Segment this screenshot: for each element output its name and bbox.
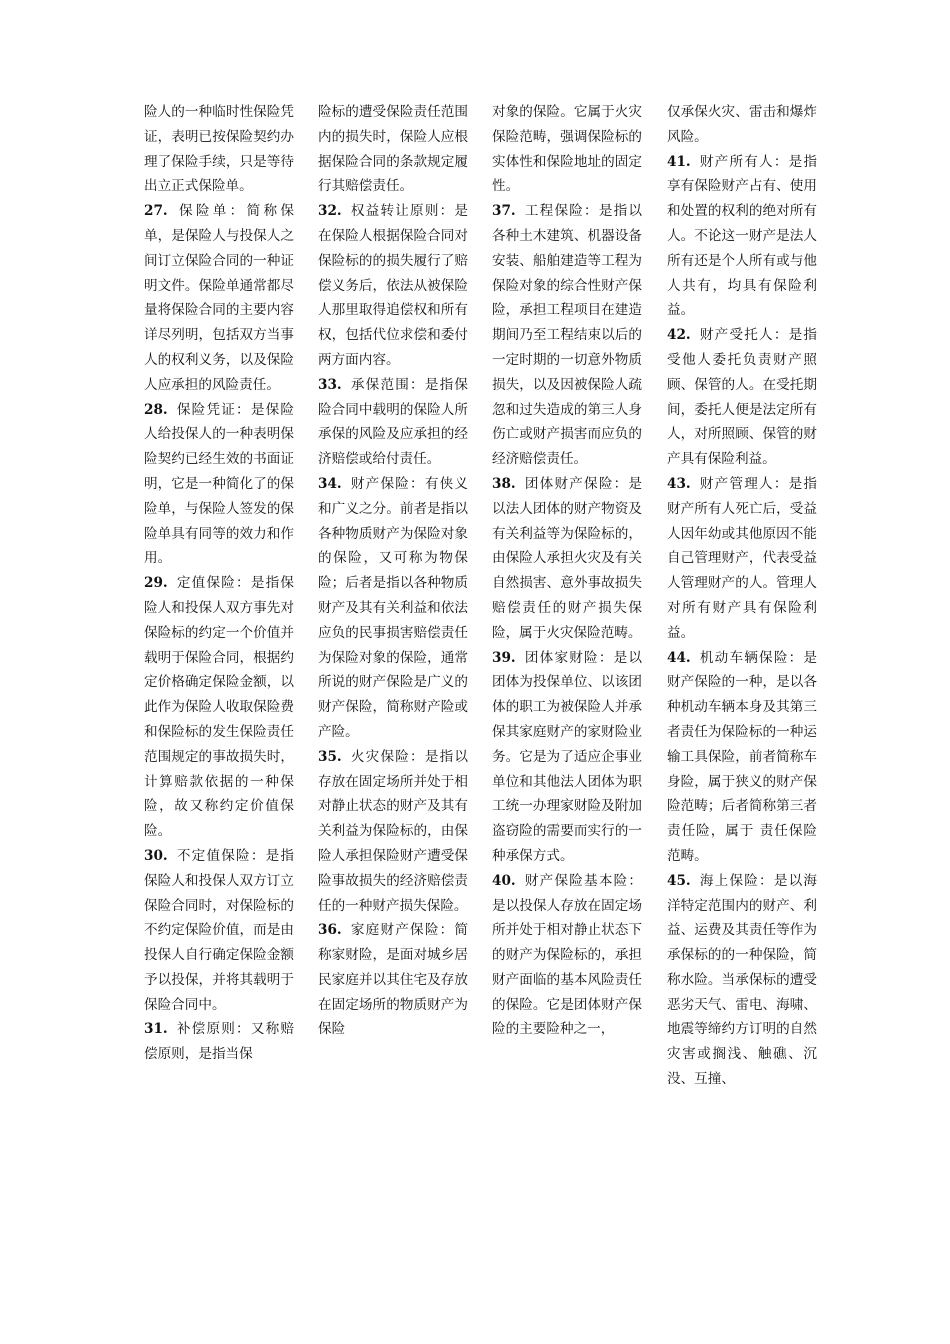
entry-text: 权益转让原则：是在保险人根据保险合同对保险标的的损失履行了赔偿义务后，依法从被保险人那里取得追偿权和所有权，包括代位求偿和委付两方面内容。: [318, 203, 468, 368]
entry-number: 39.: [492, 649, 516, 666]
glossary-entry-continuation: [667, 100, 817, 150]
entry-number: 32.: [318, 203, 342, 220]
glossary-entry: [667, 869, 817, 1092]
entry-text: 保险凭证：是保险人给投保人的一种表明保险契约已经生效的书面证明，它是一种简化了的保险单，与保险人签发的保险单具有同等的效力和作用。: [144, 401, 294, 567]
glossary-entry: [318, 373, 468, 472]
entry-number: 28.: [144, 401, 168, 418]
text-column-2: [318, 100, 468, 1042]
glossary-entry: [144, 398, 294, 572]
entry-text: 财产保险基本险：是以投保人存放在固定场所并处于相对静止状态下的财产为保险标的，承担财产面临的基本风险责任的保险。它是团体财产保险的主要险种之一，: [492, 872, 642, 1038]
glossary-entry: [318, 918, 468, 1042]
entry-text: 机动车辆保险：是财产保险的一种，是以各种机动车辆本身及其第三者责任为保险标的一种运输工具保险，前者简称车身险，属于狭义的财产保险范畴；后者简称第三者责任险，属于 责任保险范畴。: [667, 649, 817, 864]
entry-text: 财产管理人：是指财产所有人死亡后，受益人因年幼或其他原因不能自己管理财产，代表受益人管理财产的人。管理人对所有财产具有保险利益。: [667, 475, 817, 641]
entry-text: 火灾保险：是指以存放在固定场所并处于相对静止状态的财产及其有关利益为保险标的，由保险人承担保险财产遭受保险事故损失的经济赔偿责任的一种财产损失保险。: [318, 748, 468, 914]
entry-text: 财产所有人：是指享有保险财产占有、使用和处置的权利的绝对所有人。不论这一财产是法人所有还是个人所有或与他人共有，均具有保险利益。: [667, 153, 817, 319]
glossary-entry-continuation: [144, 100, 294, 199]
entry-text: 海上保险：是以海洋特定范围内的财产、利益、运费及其责任等作为承保标的的一种保险，简称水险。当承保标的遭受恶劣天气、雷电、海啸、地震等缔约方订明的自然灾害或搁浅、触礁、沉没、互撞、: [667, 872, 817, 1088]
entry-text: 不定值保险：是指保险人和投保人双方订立保险合同时，对保险标的不约定保险价值，而是由投保人自行确定保险金额予以投保，并将其载明于保险合同中。: [144, 847, 294, 1013]
entry-text: 保险单：简称保单，是保险人与投保人之间订立保险合同的一种证明文件。保险单通常都尽量将保险合同的主要内容详尽列明，包括双方当事人的权利义务，以及保险人应承担的风险责任。: [144, 203, 294, 393]
entry-number: 40.: [492, 872, 516, 889]
text-column-3: [492, 100, 642, 1042]
glossary-entry: [318, 199, 468, 373]
glossary-entry: [492, 869, 642, 1043]
entry-number: 42.: [667, 327, 691, 344]
glossary-entry-continuation: [318, 100, 468, 199]
entry-text: 家庭财产保险：简称家财险，是面对城乡居民家庭并以其住宅及存放在固定场所的物质财产为保险: [318, 922, 468, 1038]
entry-text: 财产受托人：是指受他人委托负责财产照顾、保管的人。在受托期间，委托人便是法定所有人，对所照顾、保管的财产具有保险利益。: [667, 327, 817, 468]
entry-text: 对象的保险。它属于火灾保险范畴，强调保险标的实体性和保险地址的固定性。: [492, 104, 642, 195]
text-column-4: [667, 100, 817, 1092]
entry-number: 31.: [144, 1021, 168, 1038]
glossary-entry: [144, 199, 294, 397]
entry-text: 险人的一种临时性保险凭证，表明已按保险契约办理了保险手续，只是等待出立正式保险单。: [144, 104, 294, 195]
entry-text: 承保范围：是指保险合同中载明的保险人所承保的风险及应承担的经济赔偿或给付责任。: [318, 376, 468, 468]
entry-number: 35.: [318, 748, 342, 765]
entry-text: 补偿原则：又称赔偿原则，是指当保: [144, 1021, 294, 1063]
glossary-entry: [318, 472, 468, 745]
entry-number: 34.: [318, 475, 342, 492]
glossary-entry: [492, 199, 642, 472]
glossary-entry: [144, 1017, 294, 1067]
entry-number: 38.: [492, 475, 516, 492]
glossary-entry: [492, 472, 642, 646]
text-column-1: [144, 100, 294, 1067]
glossary-entry: [667, 323, 817, 472]
entry-text: 仅承保火灾、雷击和爆炸风险。: [667, 104, 817, 145]
glossary-entry: [318, 745, 468, 919]
glossary-entry: [667, 472, 817, 646]
entry-number: 27.: [144, 203, 168, 220]
entry-text: 财产保险：有侠义和广义之分。前者是指以各种物质财产为保险对象的保险，又可称为物保险；后者是指以各种物质财产及其有关利益和依法应负的民事损害赔偿责任为保险对象的保险，通常所说的财产保险是广义的财产保险，简称财产险或产险。: [318, 475, 468, 740]
entry-number: 43.: [667, 475, 691, 492]
entry-text: 险标的遭受保险责任范围内的损失时，保险人应根据保险合同的条款规定履行其赔偿责任。: [318, 104, 468, 195]
entry-number: 37.: [492, 203, 516, 220]
entry-number: 44.: [667, 649, 691, 666]
glossary-entry: [144, 844, 294, 1018]
glossary-entry: [667, 646, 817, 869]
entry-number: 33.: [318, 376, 342, 393]
glossary-entry: [144, 571, 294, 844]
entry-number: 45.: [667, 872, 691, 889]
entry-number: 30.: [144, 847, 168, 864]
glossary-entry: [667, 150, 817, 324]
glossary-entry: [492, 646, 642, 869]
entry-text: 工程保险：是指以各种土木建筑、机器设备安装、船舶建造等工程为保险对象的综合性财产保险，承担工程项目在建造期间乃至工程结束以后的一定时期的一切意外物质损失，以及因被保险人疏忽和过失造成的第三人身伤亡或财产损害而应负的经济赔偿责任。: [492, 203, 642, 468]
entry-number: 41.: [667, 153, 691, 170]
entry-text: 团体家财险：是以团体为投保单位、以该团体的职工为被保险人并承保其家庭财产的家财险业务。它是为了适应企事业单位和其他法人团体为职工统一办理家财险及附加盗窃险的需要而实行的一种承保方式。: [492, 649, 642, 864]
entry-number: 29.: [144, 575, 168, 592]
entry-text: 团体财产保险：是以法人团体的财产物资及有关利益等为保险标的，由保险人承担火灾及有关自然损害、意外事故损失赔偿责任的财产损失保险，属于火灾保险范畴。: [492, 475, 642, 641]
glossary-entry-continuation: [492, 100, 642, 199]
entry-number: 36.: [318, 922, 342, 939]
entry-text: 定值保险：是指保险人和投保人双方事先对保险标的约定一个价值并载明于保险合同，根据约定价格确定保险金额，以此作为保险人收取保险费和保险标的发生保险责任范围规定的事故损失时，计算赔款依据的一种保险，故又称约定价值保险。: [144, 575, 294, 840]
